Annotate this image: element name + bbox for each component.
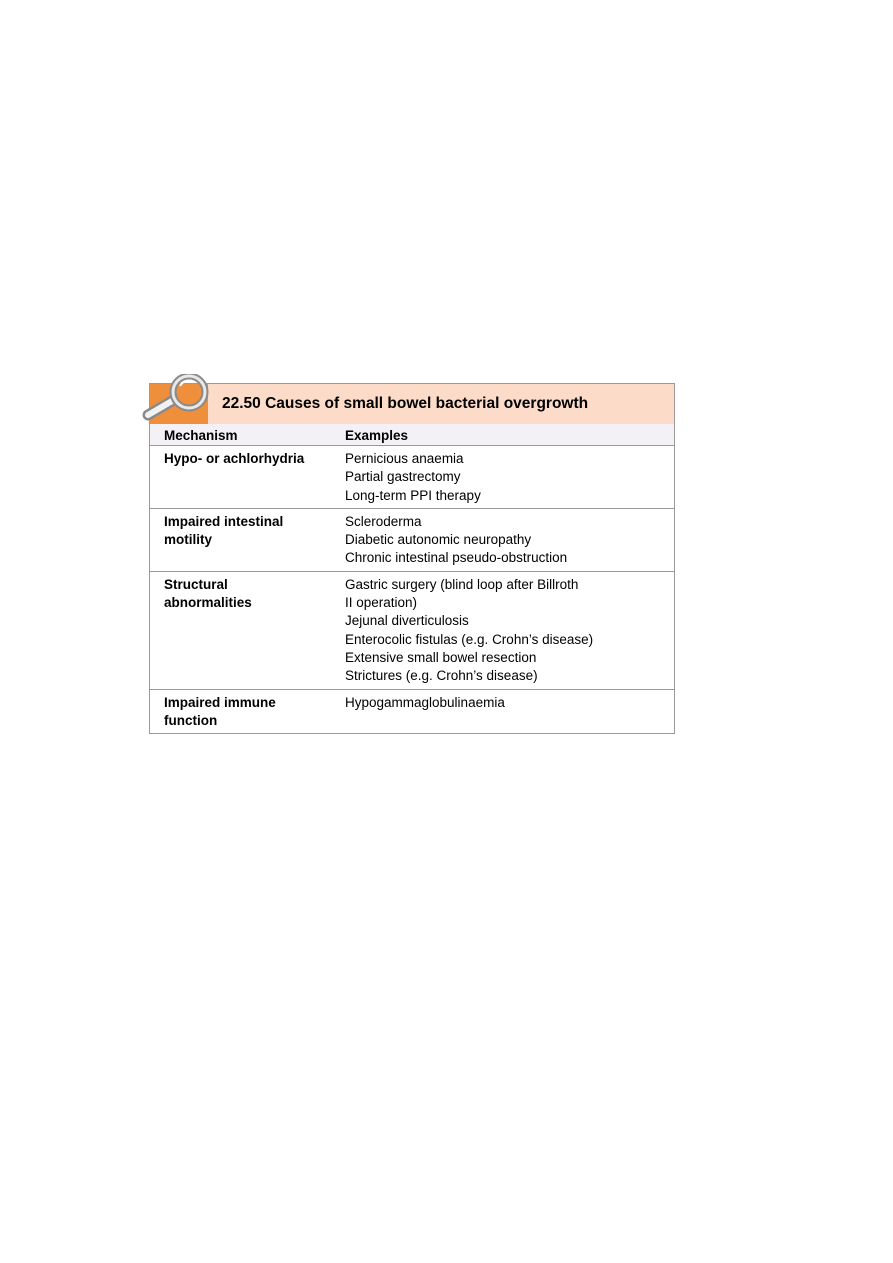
table-row — [150, 509, 674, 572]
example-line: Partial gastrectomy — [345, 469, 461, 485]
examples-cell — [345, 450, 674, 505]
table-title-bar — [150, 384, 674, 424]
example-line: Scleroderma — [345, 513, 422, 529]
example-line: Hypogammaglobulinaemia — [345, 694, 505, 710]
mechanism-cell — [150, 450, 345, 505]
mechanism-cell — [150, 576, 345, 686]
example-line: Jejunal diverticulosis — [345, 613, 469, 629]
mechanism-line: Impaired immune — [164, 694, 276, 710]
mechanism-cell — [150, 513, 345, 568]
example-line: Long-term PPI therapy — [345, 487, 481, 503]
mechanism-line: motility — [164, 532, 213, 548]
example-line: II operation) — [345, 595, 418, 611]
mechanism-line: abnormalities — [164, 595, 252, 611]
table-header-row — [150, 424, 674, 446]
example-line: Diabetic autonomic neuropathy — [345, 532, 532, 548]
examples-cell — [345, 513, 674, 568]
mechanism-line: Structural — [164, 576, 228, 592]
example-line: Chronic intestinal pseudo-obstruction — [345, 550, 568, 566]
example-line: Pernicious anaemia — [345, 451, 464, 466]
table-row — [150, 572, 674, 690]
example-line: Enterocolic fistulas (e.g. Crohn’s disease) — [345, 631, 594, 647]
mechanism-cell — [150, 694, 345, 731]
example-line: Gastric surgery (blind loop after Billroth — [345, 576, 579, 592]
example-line: Extensive small bowel resection — [345, 649, 537, 665]
mechanism-line: function — [164, 712, 218, 728]
magnifying-glass-icon — [138, 374, 218, 430]
examples-cell — [345, 694, 674, 731]
table-row — [150, 690, 674, 734]
examples-cell — [345, 576, 674, 686]
table-row — [150, 446, 674, 509]
header-examples: Examples — [345, 428, 409, 443]
mechanism-line: Impaired intestinal — [164, 513, 284, 529]
header-mechanism: Mechanism — [164, 428, 238, 443]
mechanism-line: Hypo- or achlorhydria — [164, 451, 305, 466]
table-title: 22.50 Causes of small bowel bacterial overgrowth — [222, 395, 589, 412]
table-box — [149, 383, 675, 734]
example-line: Strictures (e.g. Crohn’s disease) — [345, 668, 538, 684]
